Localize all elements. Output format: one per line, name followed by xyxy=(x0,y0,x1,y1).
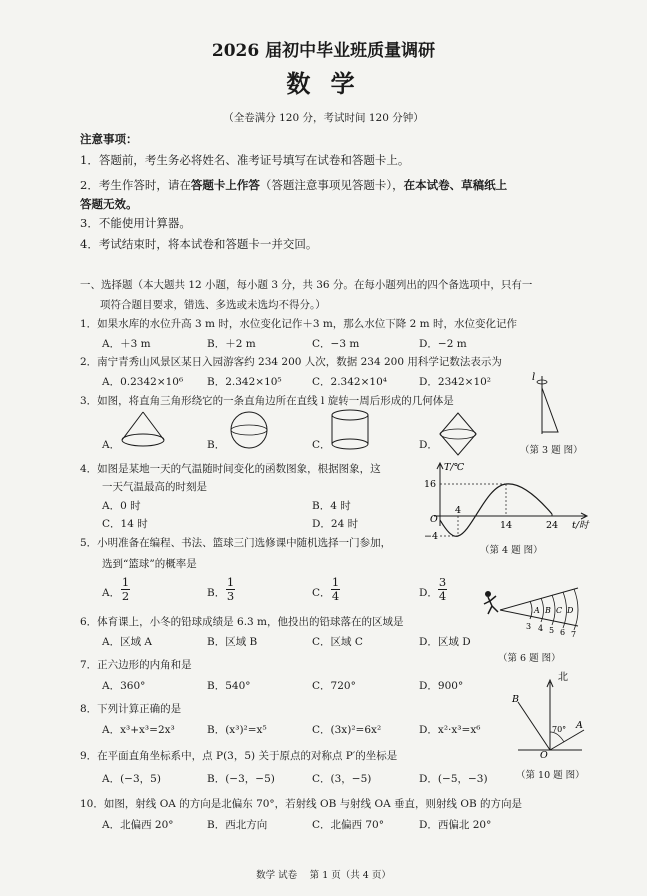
notice-heading: 注意事项： xyxy=(80,132,138,146)
shot-put-figure xyxy=(474,582,586,642)
exam-title: 2026 届初中毕业班质量调研 xyxy=(211,41,436,61)
q3-option-d: D． xyxy=(419,439,438,451)
q1-stem: 1．如果水库的水位升高 3 m 时，水位变化记作＋3 m，那么水位下降 2 m 时，水位变化记作 xyxy=(80,318,517,330)
exam-subtitle: （全卷满分 120 分，考试时间 120 分钟） xyxy=(223,112,424,124)
q6-option-d: D．区域 D xyxy=(419,636,471,648)
q8-option-b: B．(x³)²=x⁵ xyxy=(207,724,267,736)
q6-option-a: A．区域 A xyxy=(102,636,153,648)
q8-option-c: C．(3x)²=6x² xyxy=(312,724,382,736)
notice-item-2 xyxy=(80,177,507,193)
q9-option-c: C．(3，−5) xyxy=(312,773,372,785)
q5-stem: 5．小明准备在编程、书法、篮球三门选修课中随机选择一门参加， xyxy=(80,537,392,549)
page-footer: 数学 试卷 第 1 页（共 4 页） xyxy=(256,870,391,881)
q5-option-d: D． xyxy=(419,587,438,599)
mark-7: 7 xyxy=(571,630,577,639)
q2-option-d: D．2342×10² xyxy=(419,376,492,388)
notice-item-2-cont: 答题无效。 xyxy=(80,197,138,211)
numerator: 1 xyxy=(121,575,130,589)
q1-option-d: D．−2 m xyxy=(419,338,467,350)
numerator: 1 xyxy=(331,575,340,589)
q5-option-b: B． xyxy=(207,587,226,599)
double-cone-icon xyxy=(436,410,480,458)
q7-stem: 7．正六边形的内角和是 xyxy=(80,659,192,671)
q5-stem-cont: 选到“篮球”的概率是 xyxy=(102,558,197,570)
q2-option-c: C．2.342×10⁴ xyxy=(312,376,387,388)
x-axis-label: t/时 xyxy=(572,520,589,531)
numerator: 3 xyxy=(438,575,447,589)
x-tick-24: 24 xyxy=(546,520,559,531)
q10-option-b: B．西北方向 xyxy=(207,819,268,831)
axis-l-label: l xyxy=(532,372,536,383)
point-b-label: B xyxy=(512,694,519,705)
q5-option-c: C． xyxy=(312,587,331,599)
denominator: 4 xyxy=(438,589,447,603)
notice-item-1: 1．答题前，考生务必将姓名、准考证号填写在试卷和答题卡上。 xyxy=(80,153,410,167)
notice-item-2-part-c: （答题注意事项见答题卡）， xyxy=(259,178,404,192)
numerator: 1 xyxy=(226,575,235,589)
mark-4: 4 xyxy=(538,624,544,633)
q5-fraction-c xyxy=(331,576,340,603)
notice-item-4: 4．考试结束时，将本试卷和答题卡一并交回。 xyxy=(80,237,318,251)
q3-option-b: B． xyxy=(207,439,226,451)
q3-option-c: C． xyxy=(312,439,331,451)
q4-option-c: C．14 时 xyxy=(102,518,148,530)
cylinder-icon xyxy=(328,408,372,452)
q2-option-a: A．0.2342×10⁶ xyxy=(102,376,184,388)
notice-item-2-part-b: 答题卡上作答 xyxy=(190,178,260,192)
q4-caption: （第 4 题 图） xyxy=(480,545,543,556)
section-1-intro: 一、选择题（本大题共 12 小题，每小题 3 分，共 36 分。在每小题列出的四个备选项中，只有一 xyxy=(80,279,533,291)
q9-option-d: D．(−5，−3) xyxy=(419,773,488,785)
denominator: 3 xyxy=(226,589,235,603)
q9-stem: 9．在平面直角坐标系中，点 P(3，5) 关于原点的对称点 P′的坐标是 xyxy=(80,750,398,762)
point-o-label: O xyxy=(540,750,548,761)
q10-option-c: C．北偏西 70° xyxy=(312,819,384,831)
direction-figure xyxy=(500,668,590,762)
q6-option-b: B．区域 B xyxy=(207,636,258,648)
mark-3: 3 xyxy=(526,622,532,631)
q5-option-a: A． xyxy=(102,587,121,599)
x-tick-4: 4 xyxy=(455,505,462,516)
subject-title: 数 学 xyxy=(286,69,361,98)
q2-option-b: B．2.342×10⁵ xyxy=(207,376,282,388)
q10-caption: （第 10 题 图） xyxy=(516,770,585,781)
region-d: D xyxy=(567,606,574,615)
region-c: C xyxy=(556,606,563,615)
q1-option-a: A．＋3 m xyxy=(102,338,151,350)
angle-label: 70° xyxy=(552,725,567,734)
q1-option-b: B．＋2 m xyxy=(207,338,256,350)
q1-option-c: C．−3 m xyxy=(312,338,360,350)
q6-option-c: C．区域 C xyxy=(312,636,363,648)
q3-stem: 3．如图，将直角三角形绕它的一条直角边所在直线 l 旋转一周后形成的几何体是 xyxy=(80,395,454,407)
notice-item-2-part-d: 在本试卷、草稿纸上 xyxy=(403,178,508,192)
temperature-graph xyxy=(422,460,592,542)
q5-fraction-a xyxy=(121,576,130,603)
notice-item-2-part-a: 2．考生作答时，请在 xyxy=(80,178,191,192)
q7-option-c: C．720° xyxy=(312,680,356,692)
q7-option-a: A．360° xyxy=(102,680,146,692)
q2-stem: 2．南宁青秀山风景区某日入园游客约 234 200 人次，数据 234 200 用科学记数法表示为 xyxy=(80,356,502,368)
q8-option-a: A．x³+x³=2x³ xyxy=(102,724,175,736)
x-tick-14: 14 xyxy=(500,520,513,531)
y-tick-16: 16 xyxy=(424,479,437,490)
region-b: B xyxy=(545,606,551,615)
y-axis-label: T/℃ xyxy=(444,462,465,473)
q6-stem: 6．体育课上，小冬的铅球成绩是 6.3 m，他投出的铅球落在的区域是 xyxy=(80,616,404,628)
q4-option-a: A．0 时 xyxy=(102,500,141,512)
q8-option-d: D．x²·x³=x⁶ xyxy=(419,724,481,736)
q10-stem: 10．如图，射线 OA 的方向是北偏东 70°，若射线 OB 与射线 OA 垂直，则射线 OB 的方向是 xyxy=(80,798,523,810)
q4-option-b: B．4 时 xyxy=(312,500,351,512)
q7-option-b: B．540° xyxy=(207,680,251,692)
q9-option-a: A．(−3，5) xyxy=(102,773,161,785)
q3-option-a: A． xyxy=(102,439,121,451)
q10-option-a: A．北偏西 20° xyxy=(102,819,174,831)
q7-option-d: D．900° xyxy=(419,680,464,692)
q6-caption: （第 6 题 图） xyxy=(498,653,561,664)
q3-caption: （第 3 题 图） xyxy=(520,445,583,456)
origin-label: O xyxy=(430,514,438,525)
notice-item-3: 3．不能使用计算器。 xyxy=(80,216,191,230)
denominator: 2 xyxy=(121,589,130,603)
point-a-label: A xyxy=(576,720,583,731)
q8-stem: 8．下列计算正确的是 xyxy=(80,703,182,715)
q4-option-d: D．24 时 xyxy=(312,518,359,530)
rotation-triangle-figure xyxy=(522,370,562,440)
q5-fraction-d xyxy=(438,576,447,603)
mark-6: 6 xyxy=(560,628,566,637)
q5-fraction-b xyxy=(226,576,235,603)
q9-option-b: B．(−3，−5) xyxy=(207,773,275,785)
y-tick-neg4: −4 xyxy=(424,531,439,542)
q4-stem: 4．如图是某地一天的气温随时间变化的函数图象，根据图象，这 xyxy=(80,463,381,475)
north-label: 北 xyxy=(558,672,568,683)
cone-icon xyxy=(118,410,168,450)
sphere-icon xyxy=(228,410,270,450)
section-1-intro-cont: 项符合题目要求，错选、多选或未选均不得分。） xyxy=(100,299,326,311)
region-a: A xyxy=(534,606,540,615)
q4-stem-cont: 一天气温最高的时刻是 xyxy=(102,481,207,493)
mark-5: 5 xyxy=(549,626,555,635)
denominator: 4 xyxy=(331,589,340,603)
q10-option-d: D．西偏北 20° xyxy=(419,819,492,831)
